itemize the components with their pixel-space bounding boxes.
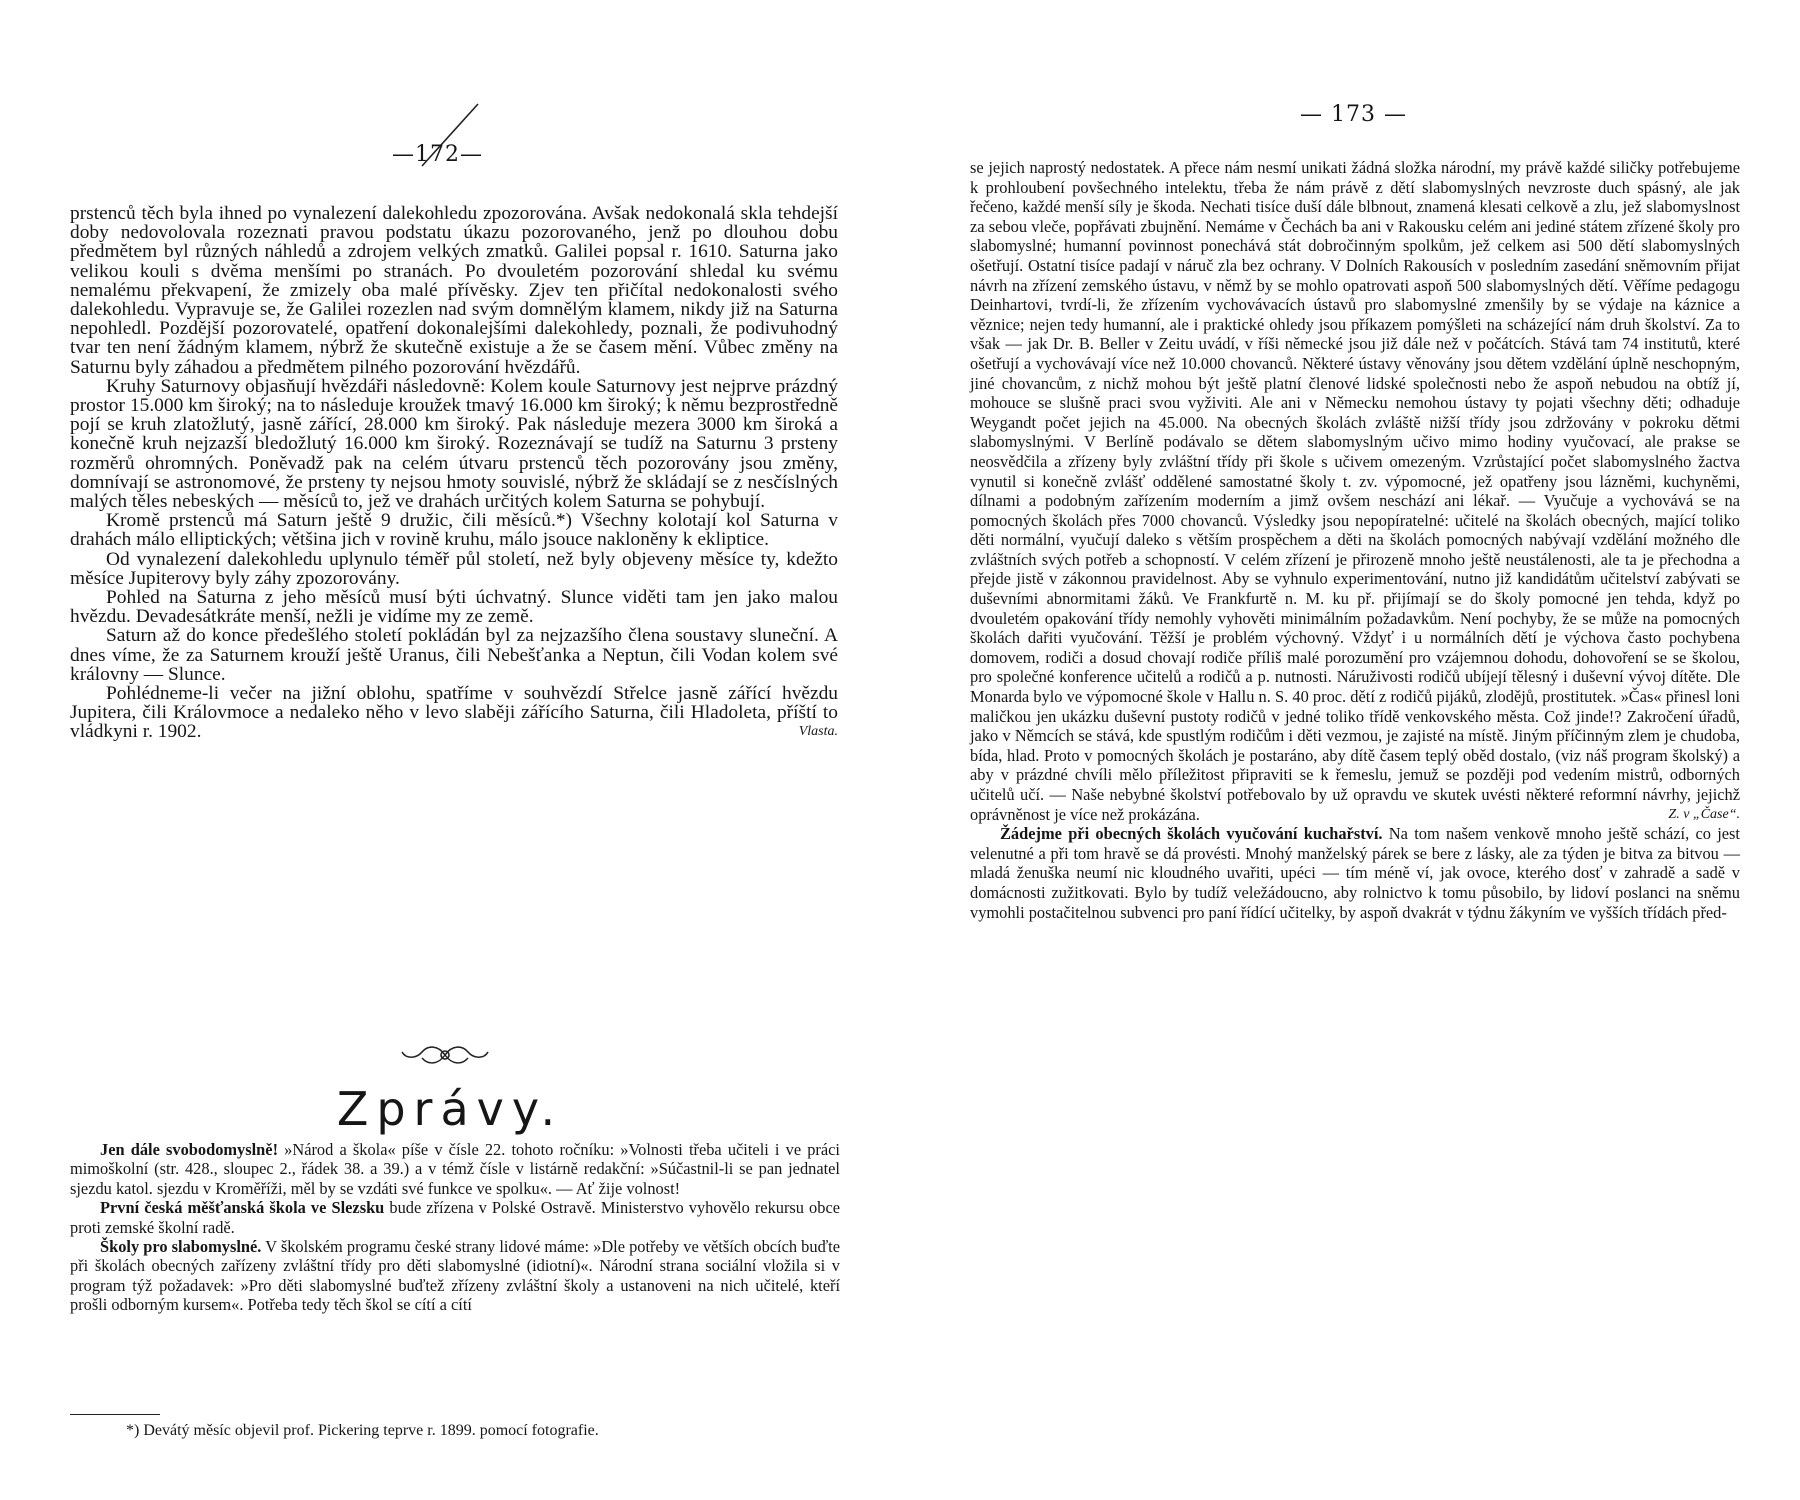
right-paragraph [970, 158, 1740, 824]
left-paragraph: Od vynalezení dalekohledu uplynulo téměř půl století, než byly objeveny měsíce ty, kdežto měsíce Jupiterovy byly záhy zpozorovány. [70, 548, 838, 589]
section-heading: Zprávy. [336, 1082, 564, 1136]
news-item [70, 1140, 840, 1198]
news-lead: Školy pro slabomyslné. [100, 1237, 262, 1257]
floral-ornament-icon [400, 1042, 490, 1068]
left-paragraph: Pohled na Saturna z jeho měsíců musí býti úchvatný. Slunce viděti tam jen jako malou hvězdu. Devadesátkráte menší, nežli je vidíme my ze země. [70, 587, 838, 628]
news-lead: První česká měšťanská škola ve Slezsku [100, 1198, 385, 1218]
news-text: Na tom našem venkově mnoho ještě schází, co jest velenutné a při tom hravě se dá provésti. Mnohý manželský párek se bere z lásky, ale za týden je bitva za bitvou — mladá ženuška neumí nic kloudného uvařiti, upéci — tím méně ví, jak ovoce, kterého dosť v zahradě a sadě v domácnosti zužitkovati. Bylo by tudíž veležádoucno, aby rolnictvo k tomu působilo, by lidoví poslanci na sněmu vymohli postačitelnou subvenci pro paní řídící učitelky, by aspoň dvakrát v týdnu žákyním ve vyšších třídách před- [970, 824, 1740, 922]
footnote: *) Devátý měsíc objevil prof. Pickering teprve r. 1899. pomocí fotografie. [126, 1422, 599, 1439]
left-article [70, 204, 838, 742]
news-item [970, 824, 1740, 922]
footnote-divider [70, 1414, 160, 1415]
news-column [70, 1140, 840, 1315]
left-page-number: —172— [392, 142, 483, 167]
right-page [900, 0, 1800, 1500]
right-article [970, 158, 1740, 922]
right-page-number: — 173 — [1300, 102, 1407, 127]
left-paragraph: Kruhy Saturnovy objasňují hvězdáři následovně: Kolem koule Saturnovy jest nejprve prázdný prostor 15.000 km široký; na to následuje kroužek tmavý 16.000 km široký; k němu bezprostředně pojí se kruh zlatožlutý, jasně zářící, 28.000 km široký. Pak následuje mezera 3000 km široká a konečně kruh nejzazší bledožlutý 16.000 km široký. Rozeznávají se tudíž na Saturnu 3 prsteny rozměrů ohromných. Poněvadž pak na celém útvaru prstenců těch pozorovány jsou změny, domnívají se astronomové, že prsteny ty nejsou hmoty souvislé, nýbrž že skládají se z nesčíslných malých těles nebeských — měsíců to, jež ve drahách určitých kolem Saturna se pohybují. [70, 375, 838, 513]
news-lead: Jen dále svobodomyslně! [100, 1140, 279, 1159]
source-signature: Z. v „Čase“. [1668, 806, 1740, 822]
news-item [70, 1237, 840, 1315]
news-text: bude zřízena v Polské Ostravě. Ministerstvo vyhovělo rekursu obce proti zemské školní radě. [70, 1198, 841, 1237]
news-item [70, 1198, 840, 1237]
news-text: »Národ a škola« píše v čísle 22. tohoto ročníku: »Volnosti třeba učiteli i ve práci mimoškolní (str. 428., sloupec 2., řádek 38. a 39.) a v témž čísle v listárně redakční: »Súčastnil-li se pan jednatel sjezdu katol. sjezdu v Kroměříži, měl by se vzdáti své funkce ve spolku«. — Ať žije volnost! [70, 1140, 840, 1198]
left-paragraph-text: Pohlédneme-li večer na jižní oblohu, spatříme v souhvězdí Střelce jasně zářící hvězdu Jupitera, čili Královmoce a nedaleko něho v levo slaběji zářícího Saturna, čili Hladoleta, příští to vládkyni r. 1902. [70, 683, 838, 743]
right-paragraph-text: se jejich naprostý nedostatek. A přece nám nesmí unikati žádná složka národní, my právě každé siličky potřebujeme k prohloubení povšechného intelektu, třeba že nám právě z dětí slabomyslných nevzroste duch spásný, ale jak řečeno, každé menší síly je škoda. Nechati tisíce duší dále blbnout, znamená klesati celkově a zlu, jež slabomyslnost za sebou vleče, popřávati zbujnění. Nemáme v Čechách ba ani v Rakousku celém ani jediné státem zřízené školy pro slabomyslné; humanní povinnost ponechává stát dobročinným spolkům, jež celkem asi 500 dětí slabomyslných ošetřují. Ostatní tisíce padají v náruč zla bez ochrany. V Dolních Rakousích v posledním zasedání sněmovním přijat návrh na zřízení zemského ústavu, v němž by se mohlo opatrovati aspoň 500 slabomyslných dětí. Věříme pedagogu Deinhartovi, tvrdí-li, že zřízením vychovávacích ústavů pro slabomyslné zmenšily by se výdaje na káznice a věznice; nejen tedy humanní, ale i praktické ohledy jsou příkazem pomýšleti na scházející nám druh školství. Za to však — jak Dr. B. Beller v Zeitu uvádí, v říši německé jsou již dále než v počátcích. Stává tam 74 institutů, které ošetřují a vychovávají více než 10.000 chovanců. Některé ústavy věnovány jsou dětem vzdělání úplně neschopným, jiné chovancům, z nichž mohou být ještě platní členové lidské společnosti nebo že aspoň nebudou na obtíž jí, mohouce se slušně praci svou vyživiti. Ale ani v Německu nemohou ústavy ty pojati všechny děti; odhaduje Weygandt počet jejich na 45.000. Na obecných školách zvláště nižší třídy jsou zdržovány v pokroku dětmi slabomyslnými. V Berlíně podávalo se dětem slabomyslným učivo mimo hodiny vyučovací, ale prakse se neosvědčila a zřízeny byly zvláštní třídy při škole s učivem omezeným. Vzrůstající počet slabomyslného žactva vynutil si konečně zvlášť oddělené samostatné školy t. zv. výpomocné, jež opatřeny jsou lázněmi, kuchyněmi, dílnami a podobným zařízením moderním a jimž ovšem neschází ani lékař. — Vyučuje a vychovává se na pomocných školách přes 7000 chovanců. Výsledky jsou nepopíratelné: učitelé na školách obecných, mající toliko děti normální, vyučují daleko s větším prospěchem a děti na školách pomocných nabývají vzdělání možného dle zvláštních svých potřeb a schopností. V celém zřízení je přirozeně mnoho ještě neustálenosti, ale ta je přechodna a přejde jistě v zákonnou pravidelnost. Aby se vyhnulo experimentování, nutno již kandidátům učitelství zabývati se duševními abnormitami žáků. Ve Frankfurtě n. M. ku př. přijímají se do školy pomocné jen tehda, když po dvouletém opakování třídy nemohly vyhověti minimálním požadavkům. Není pochyby, že se může na pomocných školách dařiti vyučování. Těžší je problém výchovný. Vždyť i u normálních dětí je výchova často pochybena domovem, rodiči a dosud chovají rodiče příliš malé porozumění pro vzájemnou dohodu, dohovoření se se školou, pro společné konference učitelů a rodičů a p. nutnosti. Náruživosti rodičů ubíjejí tělesný i duševní vývoj dítěte. Dle Monarda bylo ve výpomocné škole v Hallu n. S. 40 proc. dětí z rodičů pijáků, zlodějů, prostitutek. »Čas« přinesl loni maličkou jen ukázku duševní pustoty rodičů v jedné toliko třídě venkovského města. Což jinde!? Zakročení úřadů, jako v Němcích se stává, kde spustlým rodičům i děti vezmou, je zajisté na místě. Jiným příčinným zlem je chudoba, bída, hlad. Proto v pomocných školách je postaráno, aby dítě časem teplý oběd dostalo, (viz náš program školský) a aby v prázdné chvíli mělo příležitost připraviti se k řemeslu, jemuž se později pod vedením mistrů, odborných učitelů učí. — Naše nebybné školství potřebovalo by už opravdu ve skutek uvésti některé reformní návrhy, jejichž oprávněnost je více než prokázána. [970, 158, 1740, 824]
news-lead: Žádejme při obecných školách vyučování kuchařství. [1000, 824, 1383, 844]
news-text: V školském programu české strany lidové máme: »Dle potřeby ve větších obcích buďte při školách obecných zařízeny zvláštní třídy pro děti slabomyslné (idiotní)«. Národní strana sociální vložila si v program týž požadavek: »Pro děti slabomyslné buďtež zřízeny zvláštní školy a ustanoveni na nich učitelé, kteří prošli odborným kursem«. Potřeba tedy těch škol se cítí a cítí [70, 1237, 840, 1315]
left-paragraph: Saturn až do konce předešlého století pokládán byl za nejzazšího člena soustavy sluneční. A dnes víme, že za Saturnem krouží ještě Uranus, čili Nebešťanka a Neptun, čili Vodan kolem své královny — Slunce. [70, 625, 838, 685]
left-paragraph: Kromě prstenců má Saturn ještě 9 družic, čili měsíců.*) Všechny kolotají kol Saturna v drahách málo elliptických; většina jich v rovině kruhu, málo jsouce nakloněny k ekliptice. [70, 510, 838, 551]
author-signature: Vlasta. [798, 724, 838, 740]
left-paragraph: prstenců těch byla ihned po vynalezení dalekohledu zpozorována. Avšak nedokonalá skla tehdejší doby nedovolovala rozeznati pravou podstatu úkazu pozorovaného, jenž po dlouhou dobu předmětem byl různých náhledů a zdrojem velkých zmatků. Galilei popsal r. 1610. Saturna jako velikou kouli s dvěma menšími po stranách. Po dvouletém pozorování shledal ku svému nemalému překvapení, že zmizely oba malé přívěsky. Zjev ten přičítal nedokonalosti svého dalekohledu. Vypravuje se, že Galilei rozezlen nad svým domnělým klamem, nikdy již na Saturna nepohledl. Pozdější pozorovatelé, opatření dokonalejšími dalekohledy, poznali, že podivuhodný tvar ten není žádným klamem, nýbrž že skutečně existuje a že se časem mění. Vůbec změny na Saturnu byly záhadou a předmětem pilného pozorování hvězdářů. [70, 203, 838, 378]
left-paragraph [70, 684, 838, 742]
